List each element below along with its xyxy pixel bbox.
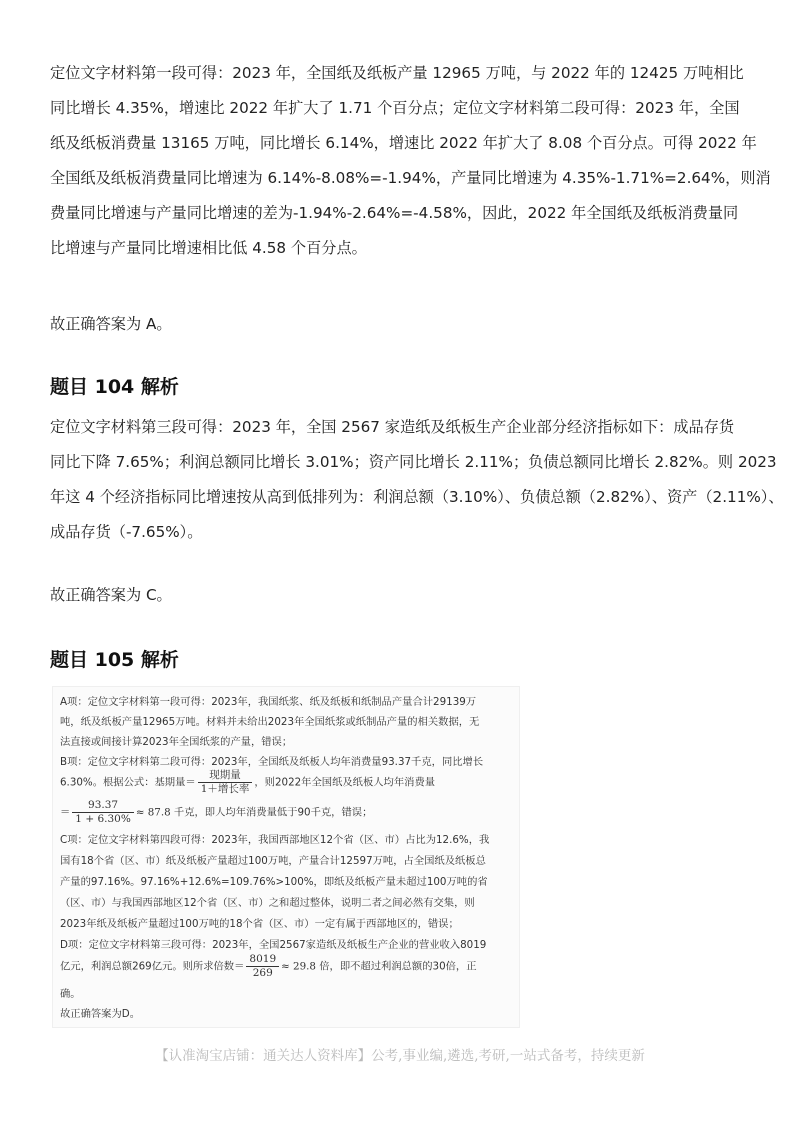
embedded-answer: 故正确答案为D。 [60,1008,141,1020]
fraction-base-formula [198,769,253,796]
formula-text: ＝ [60,806,71,819]
footer-watermark: 【认准淘宝店铺：通关达人资料库】公考,事业编,遴选,考研,一站式备考，持续更新 [155,1048,645,1064]
formula-text: ≈ 29.8 [281,960,316,973]
text-line: 费量同比增速与产量同比增速的差为-1.94%-2.64%=-4.58%，因此，2022 年全国纸及纸板消费量同 [50,204,739,222]
formula-text: 倍，即不超过利润总额的30倍，正 [319,960,477,973]
analysis-104-paragraph [50,410,784,550]
text-line: 同比增长 4.35%，增速比 2022 年扩大了 1.71 个百分点；定位文字材料第二段可得：2023 年，全国 [50,99,740,117]
text-line: 定位文字材料第一段可得：2023 年，全国纸及纸板产量 12965 万吨，与 2022 年的 12425 万吨相比 [50,64,744,82]
fraction-numerator: 93.37 [72,799,134,813]
answer-104: 故正确答案为 C。 [50,586,172,604]
embedded-line: 产量的97.16%。97.16%+12.6%=109.76%>100%，即纸及纸板产量未超过100万吨的省 [60,876,488,888]
fraction-numerator: 现期量 [198,769,253,783]
text-line: 同比下降 7.65%；利润总额同比增长 3.01%；资产同比增长 2.11%；负债总额同比增长 2.82%。则 2023 [50,453,777,471]
formula-text: 千克，即人均年消费量低于90千克，错误； [173,806,373,819]
fraction-denominator: 1 + 6.30% [75,813,131,825]
formula-line-base-period [60,769,435,796]
formula-text: ≈ 87.8 [135,806,171,819]
embedded-line: 确。 [60,988,81,1000]
fraction-multiple [246,953,279,980]
embedded-line: A项：定位文字材料第一段可得：2023年，我国纸浆、纸及纸板和纸制品产量合计29139万 [60,696,477,708]
text-line: 全国纸及纸板消费量同比增速为 6.14%-8.08%=-1.94%，产量同比增速为 4.35%-1.71%=2.64%，则消 [50,169,771,187]
embedded-line: 法直接或间接计算2023年全国纸浆的产量，错误； [60,736,293,748]
formula-text: ，则2022年全国纸及纸板人均年消费量 [254,776,436,789]
embedded-line: 2023年纸及纸板产量超过100万吨的18个省（区、市）一定有属于西部地区的，错误； [60,918,459,930]
fraction-denominator: 269 [252,967,273,979]
formula-line-calc [60,799,372,826]
embedded-line: B项：定位文字材料第二段可得：2023年，全国纸及纸板人均年消费量93.37千克，同比增长 [60,756,484,768]
text-line: 定位文字材料第三段可得：2023 年，全国 2567 家造纸及纸板生产企业部分经济指标如下：成品存货 [50,418,735,436]
formula-text: 亿元，利润总额269亿元。则所求倍数＝ [60,960,245,973]
embedded-line: 国有18个省（区、市）纸及纸板产量超过100万吨，产量合计12597万吨，占全国纸及纸板总 [60,855,486,867]
fraction-denominator: 1＋增长率 [200,783,250,795]
analysis-103-paragraph [50,56,771,266]
text-line: 比增速与产量同比增速相比低 4.58 个百分点。 [50,239,367,257]
answer-103: 故正确答案为 A。 [50,315,172,333]
heading-105: 题目 105 解析 [50,649,179,671]
embedded-line: D项：定位文字材料第三段可得：2023年，全国2567家造纸及纸板生产企业的营业收入8019 [60,939,487,951]
formula-line-multiple [60,953,477,980]
embedded-line: 吨，纸及纸板产量12965万吨。材料并未给出2023年全国纸浆或纸制品产量的相关数据，无 [60,716,480,728]
text-line: 成品存货（-7.65%）。 [50,523,203,541]
heading-104: 题目 104 解析 [50,376,179,398]
embedded-line: （区、市）与我国西部地区12个省（区、市）之和超过整体，说明二者之间必然有交集，则 [60,897,475,909]
fraction-calc [72,799,134,826]
formula-text: 6.30%。根据公式：基期量＝ [60,776,196,789]
embedded-solution-image [52,686,520,1028]
text-line: 纸及纸板消费量 13165 万吨，同比增长 6.14%，增速比 2022 年扩大了 8.08 个百分点。可得 2022 年 [50,134,757,152]
embedded-line: C项：定位文字材料第四段可得：2023年，我国西部地区12个省（区、市）占比为12.6%，我 [60,834,490,846]
fraction-numerator: 8019 [246,953,279,967]
text-line: 年这 4 个经济指标同比增速按从高到低排列为：利润总额（3.10%）、负债总额（2.82%）、资产（2.11%）、 [50,488,784,506]
